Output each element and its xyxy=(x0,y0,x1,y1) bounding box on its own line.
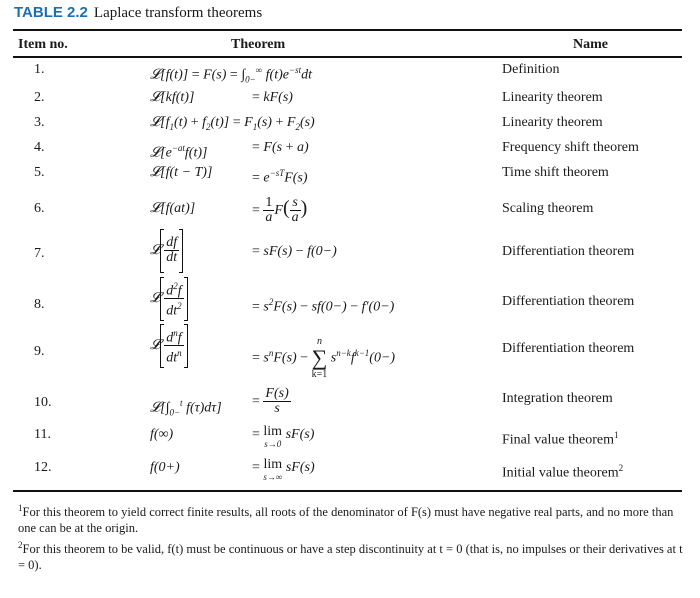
row-1-theorem: 𝓛[f(t)] = $F(s) = \int_{0-}^\infty$ $f(t)e^{-st}dt$ xyxy=(150,65,312,85)
row-8-theorem: 𝓛 $\frac{d^2f}{dt^2}$ xyxy=(150,277,188,321)
footnote-mark-2: 2 xyxy=(618,463,624,473)
row-2-theorem: 𝓛[kf(t)] xyxy=(150,90,195,105)
table-caption xyxy=(14,4,262,28)
row-5-number: 5. xyxy=(34,165,45,180)
row-5-result: = $e^{-sT}F(s)$ xyxy=(252,168,308,186)
row-6-number: 6. xyxy=(34,201,45,216)
row-6-theorem: 𝓛[f(at)] xyxy=(150,201,196,216)
row-5-theorem: 𝓛[f(t − T)] xyxy=(150,165,213,180)
row-11-name xyxy=(502,426,618,450)
footnote-1 xyxy=(18,500,683,536)
bottom-rule xyxy=(13,490,682,492)
row-4-number: 4. xyxy=(34,140,45,155)
header-item-no: Item no. xyxy=(18,37,68,52)
row-11-number: 11. xyxy=(34,427,51,442)
footnote-1-text: For this theorem to yield correct finite results, all roots of the denominator of F(s) must have negative real parts, and no more than one can be at the origin. xyxy=(18,505,674,536)
row-11-result: = lim s→0 sF(s) xyxy=(252,424,315,449)
row-8-number: 8. xyxy=(34,297,45,312)
row-1-name: Definition xyxy=(502,62,560,77)
row-12-name xyxy=(502,459,623,483)
row-3-theorem: $𝓛[f_1(t) + f_2(t)] = F_1(s) + F_2(s)$ xyxy=(150,115,315,132)
row-7-result: = sF(s) − f(0−) xyxy=(252,244,337,259)
row-3-name: Linearity theorem xyxy=(502,115,603,130)
row-4-name: Frequency shift theorem xyxy=(502,140,639,155)
row-4-theorem: $𝓛[e^{-at}f(t)]$ xyxy=(150,143,208,161)
footnote-1-mark: 1 xyxy=(18,503,23,513)
row-2-result: = kF(s) xyxy=(252,90,293,105)
row-7-number: 7. xyxy=(34,246,45,261)
footnote-2 xyxy=(18,537,683,573)
row-11-theorem: f(∞) xyxy=(150,427,174,442)
table-title: Laplace transform theorems xyxy=(93,5,263,21)
row-6-name: Scaling theorem xyxy=(502,201,594,216)
table-number: TABLE 2.2 xyxy=(14,4,88,21)
row-7-theorem: 𝓛 $\frac{df}{dt}$ xyxy=(150,229,183,273)
row-3-number: 3. xyxy=(34,115,45,130)
row-1-number: 1. xyxy=(34,62,45,77)
top-rule xyxy=(13,29,682,31)
row-12-number: 12. xyxy=(34,460,52,475)
header-theorem: Theorem xyxy=(231,37,286,52)
row-7-name: Differentiation theorem xyxy=(502,244,635,259)
row-6-result: = $\frac{1}{a}$ F( $\frac{s}{a}$ ) xyxy=(252,195,308,226)
footnote-mark-1: 1 xyxy=(613,430,619,440)
row-9-result: = $s^nF(s) - n$ ∑ k=1 $s^{n-k}f^{k-1}(0-)$ xyxy=(252,336,396,381)
row-10-result: = $\frac{F(s)}{s}$ xyxy=(252,386,289,417)
row-8-result: = $s^2F(s) - sf(0-) - f'(0-)$ xyxy=(252,297,395,315)
row-2-number: 2. xyxy=(34,90,45,105)
row-8-name: Differentiation theorem xyxy=(502,294,635,309)
row-10-number: 10. xyxy=(34,395,52,410)
row-12-result: = lim s→∞ sF(s) xyxy=(252,457,315,482)
footnote-2-mark: 2 xyxy=(18,540,23,550)
row-4-result: = F(s + a) xyxy=(252,140,309,155)
row-9-number: 9. xyxy=(34,344,45,359)
footnote-2-text: For this theorem to be valid, f(t) must be continuous or have a step discontinuity at t = 0 (that is, no impulses or their derivatives at t = 0). xyxy=(18,542,683,573)
row-5-name: Time shift theorem xyxy=(502,165,609,180)
header-name: Name xyxy=(573,37,608,52)
row-2-name: Linearity theorem xyxy=(502,90,603,105)
row-9-theorem: 𝓛 $\frac{d^nf}{dt^n}$ xyxy=(150,324,188,368)
row-12-theorem: f(0+) xyxy=(150,460,180,475)
header-rule xyxy=(13,56,682,58)
row-9-name: Differentiation theorem xyxy=(502,341,635,356)
row-11-name-text: Final value theorem xyxy=(502,432,614,448)
row-12-name-text: Initial value theorem xyxy=(502,465,619,481)
row-10-name: Integration theorem xyxy=(502,391,613,406)
row-10-theorem: $𝓛[\int_{0-}^t$ f(τ)dτ] xyxy=(150,398,222,418)
